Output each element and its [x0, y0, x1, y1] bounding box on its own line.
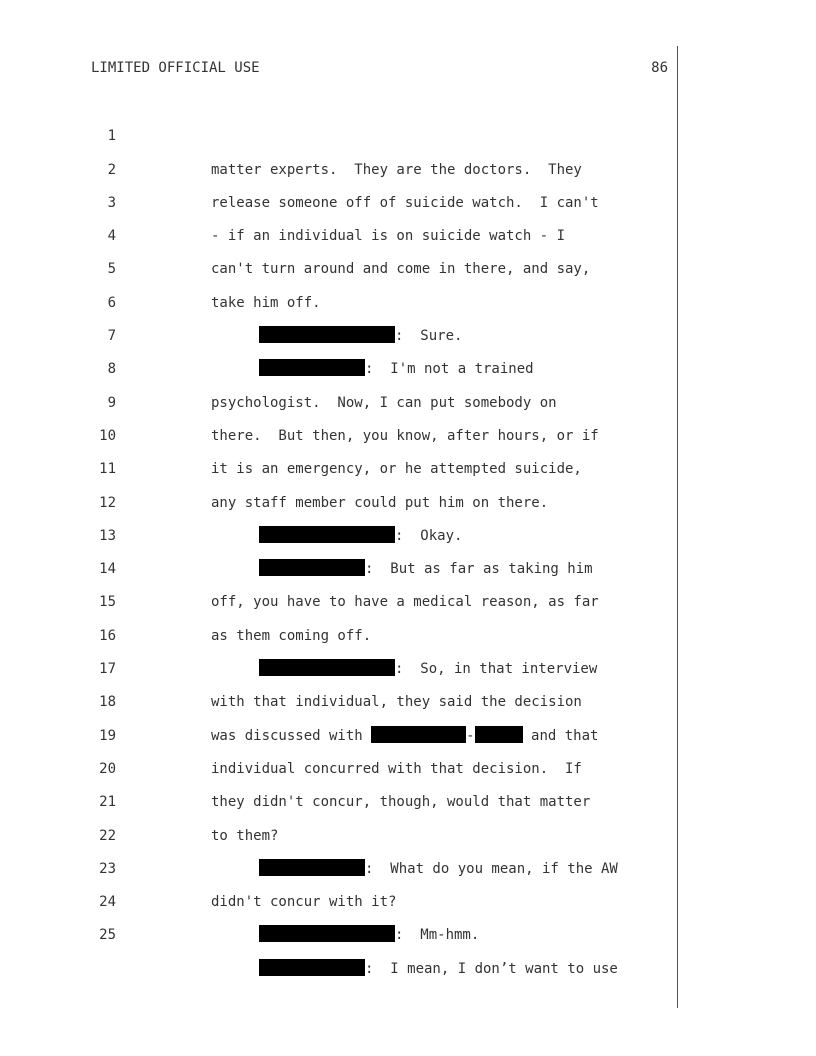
- line-number: 11: [99, 461, 116, 478]
- line-number: 16: [99, 627, 116, 644]
- line-number: 13: [99, 527, 116, 544]
- line-text-tail: and that: [522, 727, 599, 744]
- line-text: : Sure.: [395, 328, 463, 345]
- line-number: 22: [99, 827, 116, 844]
- line-number: 18: [99, 694, 116, 711]
- line-number: 5: [107, 261, 116, 278]
- line-number: 12: [99, 494, 116, 511]
- line-number: 10: [99, 427, 116, 444]
- line-text: it is an emergency, or he attempted suicide,: [211, 461, 582, 478]
- line-text: any staff member could put him on there.: [211, 494, 549, 511]
- line-text: : What do you mean, if the AW: [365, 860, 618, 877]
- line-number: 4: [107, 228, 116, 245]
- line-text: there. But then, you know, after hours, or if: [211, 427, 599, 444]
- line-text: : I'm not a trained: [365, 361, 534, 378]
- line-text: as them coming off.: [211, 627, 372, 644]
- redacted-speaker-name: [259, 959, 365, 976]
- line-text: to them?: [211, 827, 279, 844]
- line-text: with that individual, they said the decision: [211, 694, 582, 711]
- line-number: 17: [99, 661, 116, 678]
- line-text: individual concurred with that decision. If: [211, 760, 582, 777]
- line-text: take him off.: [211, 294, 321, 311]
- line-text: : So, in that interview: [395, 661, 598, 678]
- line-text: - if an individual is on suicide watch - I: [211, 228, 566, 245]
- line-text: was discussed with: [211, 727, 372, 744]
- classification-label: LIMITED OFFICIAL USE: [91, 60, 260, 76]
- line-text: : Mm-hmm.: [395, 927, 480, 944]
- redacted-speaker-name: [259, 925, 395, 942]
- transcript-line: [0, 87, 816, 178]
- line-number: 2: [107, 161, 116, 178]
- transcript-body: [0, 87, 816, 977]
- line-number: 14: [99, 561, 116, 578]
- line-text: they didn't concur, though, would that matter: [211, 794, 591, 811]
- line-number: 6: [107, 294, 116, 311]
- line-text: release someone off of suicide watch. I can't: [211, 194, 599, 211]
- line-number: 23: [99, 860, 116, 877]
- line-number: 9: [107, 394, 116, 411]
- line-number: 7: [107, 328, 116, 345]
- line-number: 15: [99, 594, 116, 611]
- page-header: [91, 60, 668, 80]
- line-number: 1: [107, 128, 116, 145]
- line-text: didn't concur with it?: [211, 894, 397, 911]
- line-text: can't turn around and come in there, and say,: [211, 261, 591, 278]
- line-number: 25: [99, 927, 116, 944]
- line-text: psychologist. Now, I can put somebody on: [211, 394, 557, 411]
- line-number: 24: [99, 894, 116, 911]
- line-text: matter experts. They are the doctors. They: [211, 161, 582, 178]
- line-number: 19: [99, 727, 116, 744]
- line-number: 3: [107, 194, 116, 211]
- speaker-turn: [259, 919, 479, 952]
- line-number: 21: [99, 794, 116, 811]
- line-text: : Okay.: [395, 527, 463, 544]
- line-text: off, you have to have a medical reason, as far: [211, 594, 599, 611]
- page-number: 86: [651, 60, 668, 76]
- line-text: : I mean, I don’t want to use: [365, 960, 618, 977]
- redaction-hyphen: -: [466, 727, 475, 744]
- line-number: 20: [99, 760, 116, 777]
- line-number: 8: [107, 361, 116, 378]
- speaker-turn: [259, 953, 618, 986]
- line-text: : But as far as taking him: [365, 561, 593, 578]
